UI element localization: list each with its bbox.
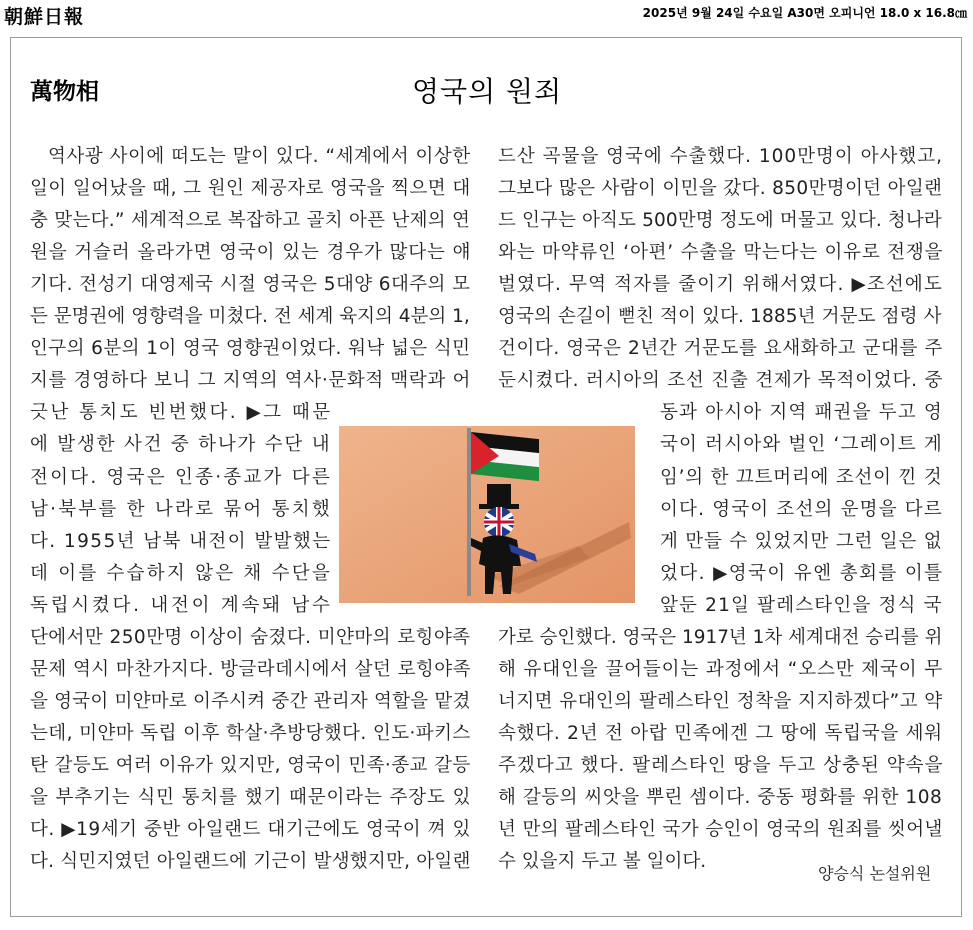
- article-right-line: 가로 승인했다. 영국은 1917년 1차 세계대전 승리를 위: [498, 626, 943, 648]
- article-right-line: 수 있을지 두고 볼 일이다.: [498, 851, 707, 873]
- article-left-line: 일이 일어났을 때, 그 원인 제공자로 영국을 찍으면 대: [30, 178, 471, 200]
- article-right-line: 와는 마약류인 ‘아편’ 수출을 막는다는 이유로 전쟁을: [498, 242, 944, 264]
- article-left-line: 데 이를 수습하지 않은 채 수단을: [30, 562, 332, 584]
- article-left-line: 충 맞는다.” 세계적으로 복잡하고 골치 아픈 난제의 연: [30, 210, 471, 232]
- article-left-line: 을 영국이 미얀마로 이주시켜 중간 관리자 역할을 맡겼: [30, 690, 471, 712]
- article-headline: 영국의 원죄: [412, 75, 563, 108]
- article-left-line: 탄 갈등도 여러 이유가 있지만, 영국이 민족·종교 갈등: [30, 754, 471, 776]
- article-left-line: 전이다. 영국은 인종·종교가 다른: [30, 466, 332, 488]
- article-right-line: 벌였다. 무역 적자를 줄이기 위해서였다. ▶조선에도: [498, 274, 943, 296]
- cartoon-illustration: [339, 426, 635, 603]
- article-left-line: 원을 거슬러 올라가면 영국이 있는 경우가 많다는 얘: [30, 242, 472, 264]
- article-right-line: 너지면 유대인의 팔레스타인 정착을 지지하겠다”고 약: [498, 690, 943, 712]
- article-right-line: 앞둔 21일 팔레스타인을 정식 국: [660, 594, 943, 616]
- newspaper-masthead: 朝鮮日報: [4, 6, 85, 28]
- publication-meta: 2025년 9월 24일 수요일 A30면 오피니언 18.0 x 16.8㎝: [642, 6, 967, 20]
- article-left-line: 인구의 6분의 1이 영국 영향권이었다. 워낙 넓은 식민: [30, 338, 471, 360]
- article-left-line: 다. 1955년 남북 내전이 발발했는: [30, 530, 332, 552]
- article-right-line: 국이 러시아와 벌인 ‘그레이트 게: [660, 434, 943, 456]
- article-left-line: 든 문명권에 영향력을 미쳤다. 전 세계 육지의 4분의 1,: [30, 306, 470, 328]
- article-right-line: 주겠다고 했다. 팔레스타인 땅을 두고 상충된 약속을: [498, 754, 944, 776]
- article-left-line: 다. ▶19세기 중반 아일랜드 대기근에도 영국이 껴 있: [30, 819, 471, 841]
- article-left-line: 지를 경영하다 보니 그 지역의 역사·문화적 맥락과 어: [30, 370, 471, 392]
- article-right-line: 건이다. 영국은 2년간 거문도를 요새화하고 군대를 주: [498, 338, 943, 360]
- column-name: 萬物相: [30, 78, 99, 105]
- article-right-line: 임’의 한 끄트머리에 조선이 낀 것: [660, 466, 943, 488]
- article-right-line: 해 유대인을 끌어들이는 과정에서 “오스만 제국이 무: [498, 658, 944, 680]
- article-right-line: 었다. ▶영국이 유엔 총회를 이틀: [660, 562, 944, 584]
- article-left-line: 기다. 전성기 대영제국 시절 영국은 5대양 6대주의 모: [30, 274, 471, 296]
- article-left-line: 을 부추기는 식민 통치를 했기 때문이라는 주장도 있: [30, 787, 472, 808]
- article-right-line: 영국의 손길이 뻗친 적이 있다. 1885년 거문도 점령 사: [498, 306, 942, 328]
- article-left-line: 에 발생한 사건 중 하나가 수단 내: [30, 434, 332, 456]
- article-left-line: 는데, 미얀마 독립 이후 학살·추방당했다. 인도·파키스: [30, 722, 471, 744]
- article-right-line: 게 만들 수 있었지만 그런 일은 없: [660, 530, 943, 552]
- article-right-line: 드 인구는 아직도 500만명 정도에 머물고 있다. 청나라: [498, 210, 942, 232]
- article-left-line: 역사광 사이에 떠도는 말이 있다. “세계에서 이상한: [48, 146, 471, 167]
- article-right-line: 드산 곡물을 영국에 수출했다. 100만명이 아사했고,: [498, 146, 944, 167]
- byline: 양승식 논설위원: [818, 864, 932, 883]
- article-left-line: 남·북부를 한 나라로 묶어 통치했: [30, 498, 332, 520]
- article-right-line: 해 갈등의 씨앗을 뿌린 셈이다. 중동 평화를 위한 108: [498, 787, 943, 808]
- article-right-line: 동과 아시아 지역 패권을 두고 영: [660, 402, 943, 424]
- article-right-line: 속했다. 2년 전 아랍 민족에겐 그 땅에 독립국을 세워: [498, 722, 943, 744]
- article-left-line: 단에서만 250만명 이상이 숨졌다. 미얀마의 로힝야족: [30, 626, 471, 648]
- article-left-line: 긋난 통치도 빈번했다. ▶그 때문: [30, 402, 333, 424]
- article-right-line: 둔시켰다. 러시아의 조선 진출 견제가 목적이었다. 중: [498, 370, 944, 392]
- article-right-line: 년 만의 팔레스타인 국가 승인이 영국의 원죄를 씻어낼: [498, 819, 943, 841]
- article-left-line: 문제 역시 마찬가지다. 방글라데시에서 살던 로힝야족: [30, 658, 471, 680]
- article-right-line: 이다. 영국이 조선의 운명을 다르: [660, 498, 943, 520]
- article-right-line: 그보다 많은 사람이 이민을 갔다. 850만명이던 아일랜: [498, 178, 943, 200]
- article-left-line: 다. 식민지였던 아일랜드에 기근이 발생했지만, 아일랜: [30, 851, 471, 873]
- article-left-line: 독립시켰다. 내전이 계속돼 남수: [30, 594, 333, 616]
